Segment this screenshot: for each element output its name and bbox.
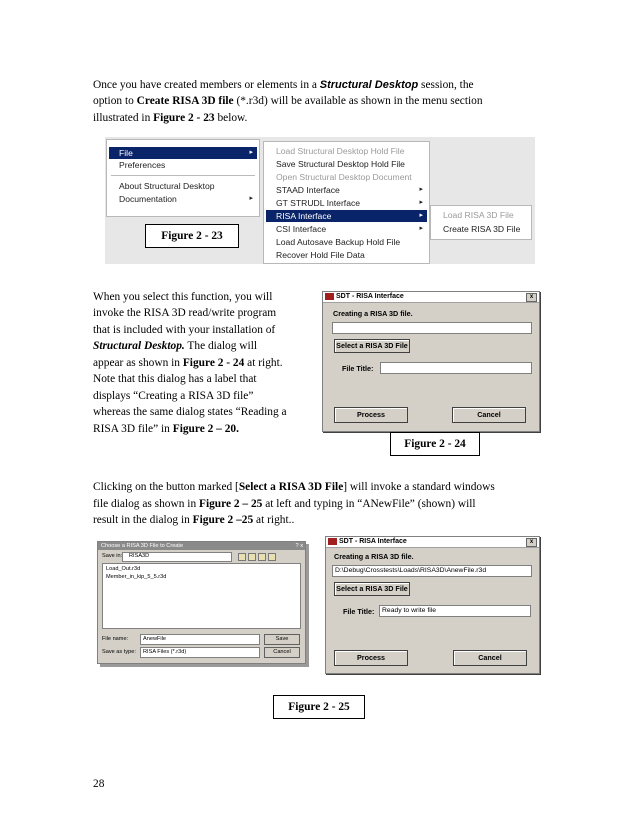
para3-line-2: file dialog as shown in Figure 2 – 25 at left and typing in “ANewFile” (shown) will (93, 498, 476, 510)
figure-caption-23: Figure 2 - 23 (145, 224, 239, 248)
menu-item-staad[interactable]: STAAD Interface ▸ (276, 185, 423, 195)
cancel-button[interactable]: Cancel (452, 407, 526, 423)
file-path-field[interactable] (332, 322, 532, 334)
file-item[interactable]: Member_in_kip_5_5.r3d (106, 574, 167, 580)
intro-line-1: Once you have created members or elements in a Structural Desktop session, the (93, 79, 474, 91)
file-save-dialog (97, 541, 306, 664)
main-menu (106, 139, 260, 217)
page-number: 28 (93, 778, 105, 790)
app-icon (328, 538, 337, 545)
app-icon (325, 293, 334, 300)
menu-item-documentation[interactable]: Documentation ▸ (119, 194, 253, 204)
para2-line-4: Structural Desktop. The dialog will (93, 340, 258, 352)
save-type-dropdown[interactable]: RISA Files (*.r3d) (140, 647, 260, 658)
file-title-field[interactable] (380, 362, 532, 374)
save-in-label: Save in: (102, 553, 123, 559)
risa-dialog-24 (322, 291, 540, 432)
save-in-dropdown[interactable]: RISA3D (122, 552, 232, 562)
figure-caption-24: Figure 2 - 24 (390, 432, 480, 456)
file-name-input[interactable]: AnewFile (140, 634, 260, 645)
file-title-field[interactable]: Ready to write file (379, 605, 531, 617)
menu-item-gt-strudl[interactable]: GT STRUDL Interface ▸ (276, 198, 423, 208)
intro-line-3: illustrated in Figure 2 - 23 below. (93, 112, 248, 124)
risa-dialog-25 (325, 536, 540, 674)
para2-line-9: RISA 3D file” in Figure 2 – 20. (93, 423, 239, 435)
save-button[interactable]: Save (264, 634, 300, 645)
select-risa-file-button[interactable]: Select a RISA 3D File (334, 582, 410, 596)
process-button[interactable]: Process (334, 407, 408, 423)
file-title-label: File Title: (343, 607, 375, 616)
file-cancel-button[interactable]: Cancel (264, 647, 300, 658)
menu-item-load-autosave[interactable]: Load Autosave Backup Hold File (276, 237, 401, 247)
file-title-label: File Title: (342, 364, 374, 373)
up-folder-icon[interactable] (248, 553, 256, 561)
submenu-arrow-icon: ▸ (419, 212, 423, 219)
submenu-arrow-icon: ▸ (419, 225, 423, 232)
dialog-titlebar: SDT - RISA Interface x (326, 537, 539, 548)
figure-caption-25: Figure 2 - 25 (273, 695, 365, 719)
menu-item-save-hold-file[interactable]: Save Structural Desktop Hold File (276, 159, 405, 169)
para2-line-5: appear as shown in Figure 2 - 24 at right. (93, 357, 283, 369)
file-name-label: File name: (102, 636, 129, 642)
file-submenu (263, 141, 430, 264)
para2-line-1: When you select this function, you will (93, 291, 273, 303)
para2-line-2: invoke the RISA 3D read/write program (93, 307, 277, 319)
menu-item-recover[interactable]: Recover Hold File Data (276, 250, 365, 260)
para3-line-1: Clicking on the button marked [Select a RISA 3D File] will invoke a standard windows (93, 481, 495, 493)
menu-item-create-risa[interactable]: Create RISA 3D File (443, 224, 521, 234)
file-dialog-titlebar: Choose a RISA 3D File to Create ? x (98, 542, 305, 550)
para2-line-3: that is included with your installation of (93, 324, 276, 336)
para2-line-7: displays “Creating a RISA 3D file” (93, 390, 254, 402)
close-icon[interactable]: ? x (295, 543, 303, 549)
cancel-button[interactable]: Cancel (453, 650, 527, 666)
close-icon[interactable]: x (526, 293, 537, 302)
menu-item-preferences[interactable]: Preferences (119, 160, 166, 170)
menu-item-load-hold-file[interactable]: Load Structural Desktop Hold File (276, 146, 405, 156)
dialog-status-label: Creating a RISA 3D file. (333, 309, 413, 318)
menu-separator (111, 175, 255, 176)
dialog-titlebar: SDT - RISA Interface x (323, 292, 539, 303)
intro-line-2: option to Create RISA 3D file (*.r3d) will be available as shown in the menu section (93, 95, 483, 107)
menu-item-risa[interactable]: RISA Interface ▸ (266, 210, 427, 222)
file-item[interactable]: Load_Out.r3d (106, 566, 141, 572)
submenu-arrow-icon: ▸ (419, 186, 423, 193)
risa-submenu (430, 205, 532, 240)
file-list[interactable] (102, 563, 301, 629)
select-risa-file-button[interactable]: Select a RISA 3D File (334, 339, 410, 353)
para2-line-8: whereas the same dialog states “Reading a (93, 406, 287, 418)
para3-line-3: result in the dialog in Figure 2 –25 at right.. (93, 514, 295, 526)
process-button[interactable]: Process (334, 650, 408, 666)
view-menu-icon[interactable] (268, 553, 276, 561)
menu-item-file[interactable]: File ▸ (109, 147, 257, 159)
submenu-arrow-icon: ▸ (419, 199, 423, 206)
save-type-label: Save as type: (102, 649, 136, 655)
dialog-status-label: Creating a RISA 3D file. (334, 552, 414, 561)
menu-item-open-document[interactable]: Open Structural Desktop Document (276, 172, 412, 182)
menu-item-csi[interactable]: CSI Interface ▸ (276, 224, 423, 234)
new-folder-icon[interactable] (258, 553, 266, 561)
menu-item-about[interactable]: About Structural Desktop (119, 181, 215, 191)
close-icon[interactable]: x (526, 538, 537, 547)
submenu-arrow-icon: ▸ (249, 195, 253, 202)
menu-item-load-risa[interactable]: Load RISA 3D File (443, 210, 514, 220)
submenu-arrow-icon: ▸ (249, 149, 253, 156)
para2-line-6: Note that this dialog has a label that (93, 373, 257, 385)
back-icon[interactable] (238, 553, 246, 561)
file-path-field[interactable]: D:\Debug\Crosstests\Loads\RISA3D\AnewFile.r3d (332, 565, 532, 577)
